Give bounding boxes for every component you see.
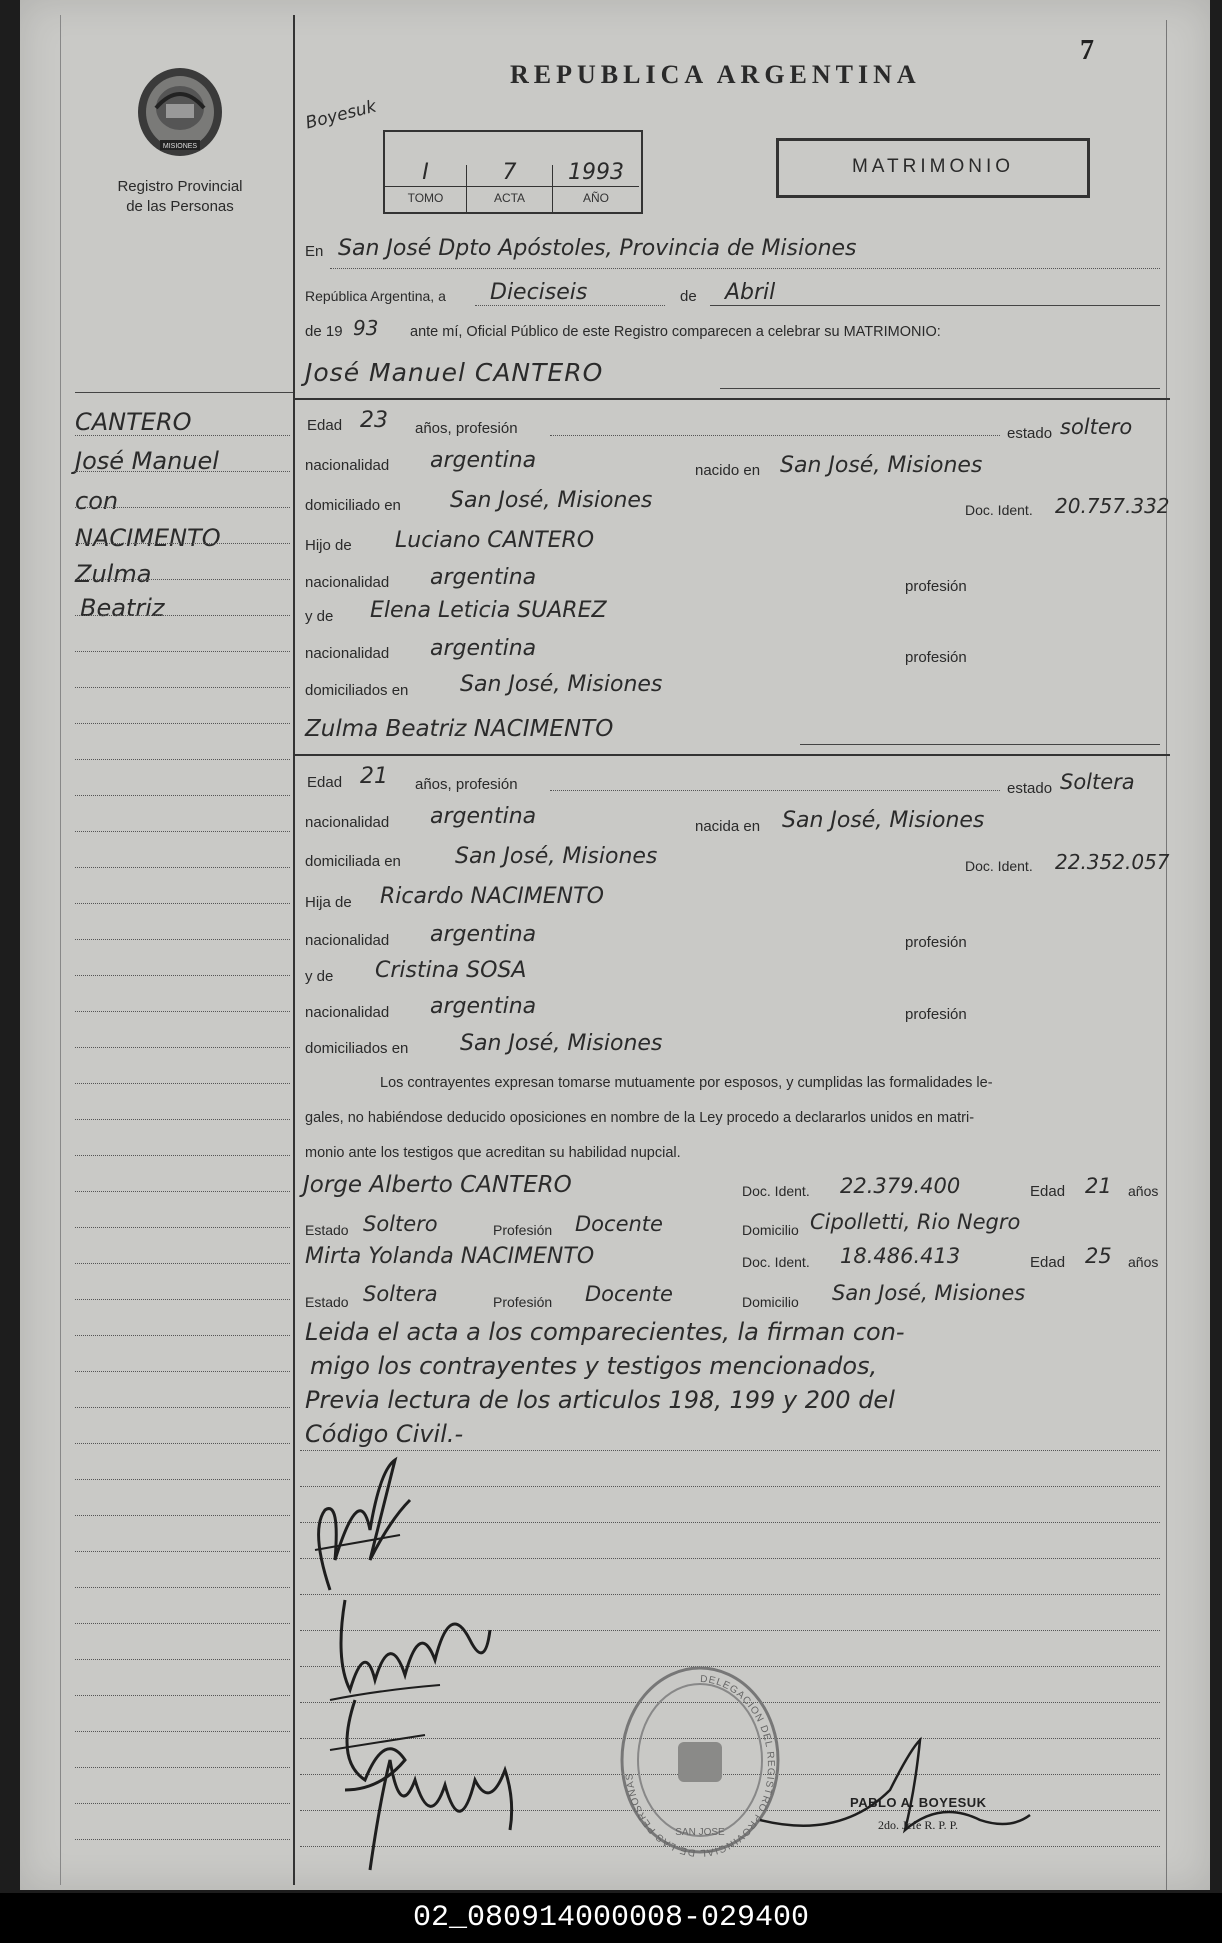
rule <box>550 435 1000 436</box>
witness-2-anos-label: años <box>1128 1254 1159 1270</box>
bride-profesion-label: años, profesión <box>415 776 518 793</box>
bride-domicilio-label: domiciliada en <box>305 853 401 870</box>
groom-edad: 23 <box>360 408 388 433</box>
margin-rule <box>75 1155 290 1156</box>
margin-rule <box>75 1767 290 1768</box>
groom-domicilio-label: domiciliado en <box>305 497 401 514</box>
groom-nacido: San José, Misiones <box>780 453 983 478</box>
bride-doc: 22.352.057 <box>1055 850 1170 874</box>
bride-mother-prof-label: profesión <box>905 1006 967 1023</box>
handwritten-note: Boyesuk <box>303 96 379 134</box>
witness-1-name: Jorge Alberto CANTERO <box>303 1172 572 1198</box>
intro-year-suffix: 93 <box>353 316 379 340</box>
agency-name-line2: de las Personas <box>126 198 234 215</box>
groom-nacionalidad: argentina <box>430 448 537 473</box>
groom-doc: 20.757.332 <box>1055 494 1170 518</box>
groom-father: Luciano CANTERO <box>395 528 595 553</box>
groom-domicilio: San José, Misiones <box>450 488 653 513</box>
margin-rule <box>75 1659 290 1660</box>
act-type-label: MATRIMONIO <box>851 156 1015 177</box>
witness-2-domicilio-label: Domicilio <box>742 1294 799 1310</box>
margin-rule <box>75 1803 290 1804</box>
witness-2-domicilio: San José, Misiones <box>832 1281 1026 1305</box>
groom-father-label: Hijo de <box>305 537 352 554</box>
witness-2-edad: 25 <box>1085 1244 1112 1268</box>
margin-rule <box>75 543 290 544</box>
intro-en-label: En <box>305 243 324 260</box>
groom-mother-label: y de <box>305 608 334 625</box>
groom-mother-nac: argentina <box>430 636 537 661</box>
official-title: 2do. Jefe R. P. P. <box>878 1818 959 1832</box>
margin-rule <box>75 1191 290 1192</box>
groom-estado-label: estado <box>1007 425 1053 442</box>
bride-father-nac: argentina <box>430 922 537 947</box>
rule <box>710 305 1160 306</box>
section-divider <box>295 398 1170 400</box>
closing-line-1: Leida el acta a los comparecientes, la firman con- <box>305 1318 905 1346</box>
margin-rule <box>75 1083 290 1084</box>
margin-line-3: con <box>75 487 119 515</box>
intro-republica-label: República Argentina, a <box>305 288 446 304</box>
bride-edad-label: Edad <box>307 774 343 791</box>
official-name: PABLO A. BOYESUK <box>850 1795 987 1810</box>
witness-2-doc-label: Doc. Ident. <box>742 1254 810 1270</box>
margin-rule <box>75 867 290 868</box>
witness-1-edad-label: Edad <box>1030 1183 1066 1200</box>
margin-top-rule <box>75 392 293 393</box>
groom-mother-prof-label: profesión <box>905 649 967 666</box>
groom-mother: Elena Leticia SUAREZ <box>370 598 607 623</box>
margin-rule <box>75 1731 290 1732</box>
left-margin-rule <box>293 15 295 1885</box>
bride-father-label: Hija de <box>305 894 352 911</box>
witness-1-doc: 22.379.400 <box>840 1174 961 1198</box>
groom-profesion-label: años, profesión <box>415 420 518 437</box>
margin-rule <box>75 651 290 652</box>
margin-rule <box>75 471 290 472</box>
margin-rule <box>75 687 290 688</box>
bride-domicilio: San José, Misiones <box>455 844 658 869</box>
bride-nacionalidad: argentina <box>430 804 537 829</box>
record-index-divider <box>385 186 639 187</box>
margin-rule <box>75 759 290 760</box>
rule <box>330 268 1160 269</box>
right-border-rule <box>1166 20 1167 1890</box>
witness-1-profesion-label: Profesión <box>493 1222 553 1238</box>
bride-father-prof-label: profesión <box>905 934 967 951</box>
margin-rule <box>75 1119 290 1120</box>
margin-line-1: CANTERO <box>75 408 192 436</box>
margin-line-5: Zulma <box>75 560 152 588</box>
bride-mother-label: y de <box>305 968 334 985</box>
margin-rule <box>75 1011 290 1012</box>
margin-line-6: Beatriz <box>80 594 165 622</box>
witness-2-profesion-label: Profesión <box>493 1294 553 1310</box>
margin-rule <box>75 1407 290 1408</box>
bride-mother: Cristina SOSA <box>375 958 527 983</box>
page-edge-line <box>60 15 61 1885</box>
margin-rule <box>75 1839 290 1840</box>
margin-rule <box>75 1515 290 1516</box>
groom-parents-dom-label: domiciliados en <box>305 682 409 699</box>
groom-edad-label: Edad <box>307 417 343 434</box>
witness-2-estado-label: Estado <box>305 1294 349 1310</box>
witness-1-estado-label: Estado <box>305 1222 349 1238</box>
margin-rule <box>75 831 290 832</box>
margin-rule <box>75 1443 290 1444</box>
margin-rule <box>75 1623 290 1624</box>
witness-2-profesion: Docente <box>585 1282 673 1306</box>
agency-name-line1: Registro Provincial <box>117 178 243 195</box>
rule <box>550 790 1000 791</box>
margin-rule <box>75 1335 290 1336</box>
bride-mother-nac: argentina <box>430 994 537 1019</box>
bride-father: Ricardo NACIMENTO <box>380 884 604 909</box>
rule <box>720 388 1160 389</box>
margin-rule <box>75 975 290 976</box>
stamp-bottom-text: SAN JOSE <box>675 1827 725 1838</box>
margin-rule <box>75 1479 290 1480</box>
witness-1-edad: 21 <box>1085 1174 1112 1198</box>
margin-rule <box>75 939 290 940</box>
groom-father-prof-label: profesión <box>905 578 967 595</box>
rule <box>475 305 665 306</box>
margin-rule <box>75 903 290 904</box>
bride-estado-label: estado <box>1007 780 1053 797</box>
witness-2-name: Mirta Yolanda NACIMENTO <box>305 1244 595 1269</box>
seal-text: MISIONES <box>162 143 198 150</box>
intro-de-label: de <box>680 288 697 305</box>
intro-statement: ante mí, Oficial Público de este Registro comparecen a celebrar su MATRIMONIO: <box>410 324 941 340</box>
witness-2-edad-label: Edad <box>1030 1254 1066 1271</box>
groom-nacionalidad-label: nacionalidad <box>305 457 390 474</box>
rule <box>800 744 1160 745</box>
declaration-line-1: Los contrayentes expresan tomarse mutuamente por esposos, y cumplidas las formalidades le- <box>380 1075 993 1091</box>
bride-nacida: San José, Misiones <box>782 808 985 833</box>
intro-year-prefix: de 19 <box>305 323 343 340</box>
margin-rule <box>75 1263 290 1264</box>
closing-line-4: Código Civil.- <box>305 1420 464 1448</box>
witness-1-domicilio-label: Domicilio <box>742 1222 799 1238</box>
bride-doc-label: Doc. Ident. <box>965 858 1033 874</box>
closing-line-2: migo los contrayentes y testigos mencionados, <box>310 1352 878 1380</box>
groom-parents-dom: San José, Misiones <box>460 672 663 697</box>
margin-rule <box>75 579 290 580</box>
stamp-ring-text: DELEGACION DEL REGISTRO PROVINCIAL DE LAS PERSONAS <box>624 1673 777 1859</box>
witness-1-estado: Soltero <box>363 1212 438 1236</box>
bride-father-nac-label: nacionalidad <box>305 932 390 949</box>
tomo-label: TOMO <box>407 191 444 205</box>
declaration-line-3: monio ante los testigos que acreditan su habilidad nupcial. <box>305 1145 681 1161</box>
signature-groom <box>300 1440 450 1600</box>
document-page <box>20 0 1210 1890</box>
intro-month: Abril <box>725 280 776 305</box>
acta-value: 7 <box>502 160 517 185</box>
margin-rule <box>75 1047 290 1048</box>
margin-rule <box>75 1551 290 1552</box>
signature-witness-2 <box>350 1740 530 1880</box>
witness-1-domicilio: Cipolletti, Rio Negro <box>810 1210 1021 1234</box>
margin-rule <box>75 795 290 796</box>
closing-line-3: Previa lectura de los articulos 198, 199 y 200 del <box>305 1386 895 1414</box>
country-title: REPUBLICA ARGENTINA <box>510 60 921 89</box>
groom-doc-label: Doc. Ident. <box>965 502 1033 518</box>
bride-mother-nac-label: nacionalidad <box>305 1004 390 1021</box>
margin-rule <box>75 723 290 724</box>
margin-rule <box>75 435 290 436</box>
margin-rule <box>75 1695 290 1696</box>
margin-rule <box>75 1299 290 1300</box>
bride-estado: Soltera <box>1060 770 1135 794</box>
witness-1-doc-label: Doc. Ident. <box>742 1183 810 1199</box>
anio-label: AÑO <box>582 191 609 205</box>
groom-estado: soltero <box>1060 415 1133 439</box>
margin-line-2: José Manuel <box>75 447 219 475</box>
margin-rule <box>75 507 290 508</box>
intro-place: San José Dpto Apóstoles, Provincia de Misiones <box>338 236 857 261</box>
acta-label: ACTA <box>493 191 526 205</box>
groom-name: José Manuel CANTERO <box>305 358 604 387</box>
bride-name: Zulma Beatriz NACIMENTO <box>305 716 614 742</box>
margin-rule <box>75 1587 290 1588</box>
groom-nacido-label: nacido en <box>695 462 761 479</box>
groom-mother-nac-label: nacionalidad <box>305 645 390 662</box>
declaration-line-2: gales, no habiéndose deducido oposiciones en nombre de la Ley procedo a declararlos unidos en matri- <box>305 1110 975 1126</box>
groom-father-nac: argentina <box>430 565 537 590</box>
intro-day: Dieciseis <box>490 280 588 305</box>
bride-parents-dom: San José, Misiones <box>460 1031 663 1056</box>
section-divider <box>295 754 1170 756</box>
witness-1-profesion: Docente <box>575 1212 663 1236</box>
witness-2-estado: Soltera <box>363 1282 438 1306</box>
witness-1-anos-label: años <box>1128 1183 1159 1199</box>
bride-nacida-label: nacida en <box>695 818 761 835</box>
margin-line-4: NACIMENTO <box>75 524 221 552</box>
bride-parents-dom-label: domiciliados en <box>305 1040 409 1057</box>
bride-edad: 21 <box>360 764 388 789</box>
margin-rule <box>75 1227 290 1228</box>
provincial-seal-icon <box>130 60 230 160</box>
anio-value: 1993 <box>568 160 624 185</box>
image-code-footer: 02_080914000008-029400 <box>0 1893 1222 1943</box>
margin-rule <box>75 1371 290 1372</box>
bride-nacionalidad-label: nacionalidad <box>305 814 390 831</box>
margin-rule <box>75 615 290 616</box>
page-number: 7 <box>1080 35 1094 66</box>
groom-father-nac-label: nacionalidad <box>305 574 390 591</box>
witness-2-doc: 18.486.413 <box>840 1244 961 1268</box>
tomo-value: I <box>422 160 429 185</box>
